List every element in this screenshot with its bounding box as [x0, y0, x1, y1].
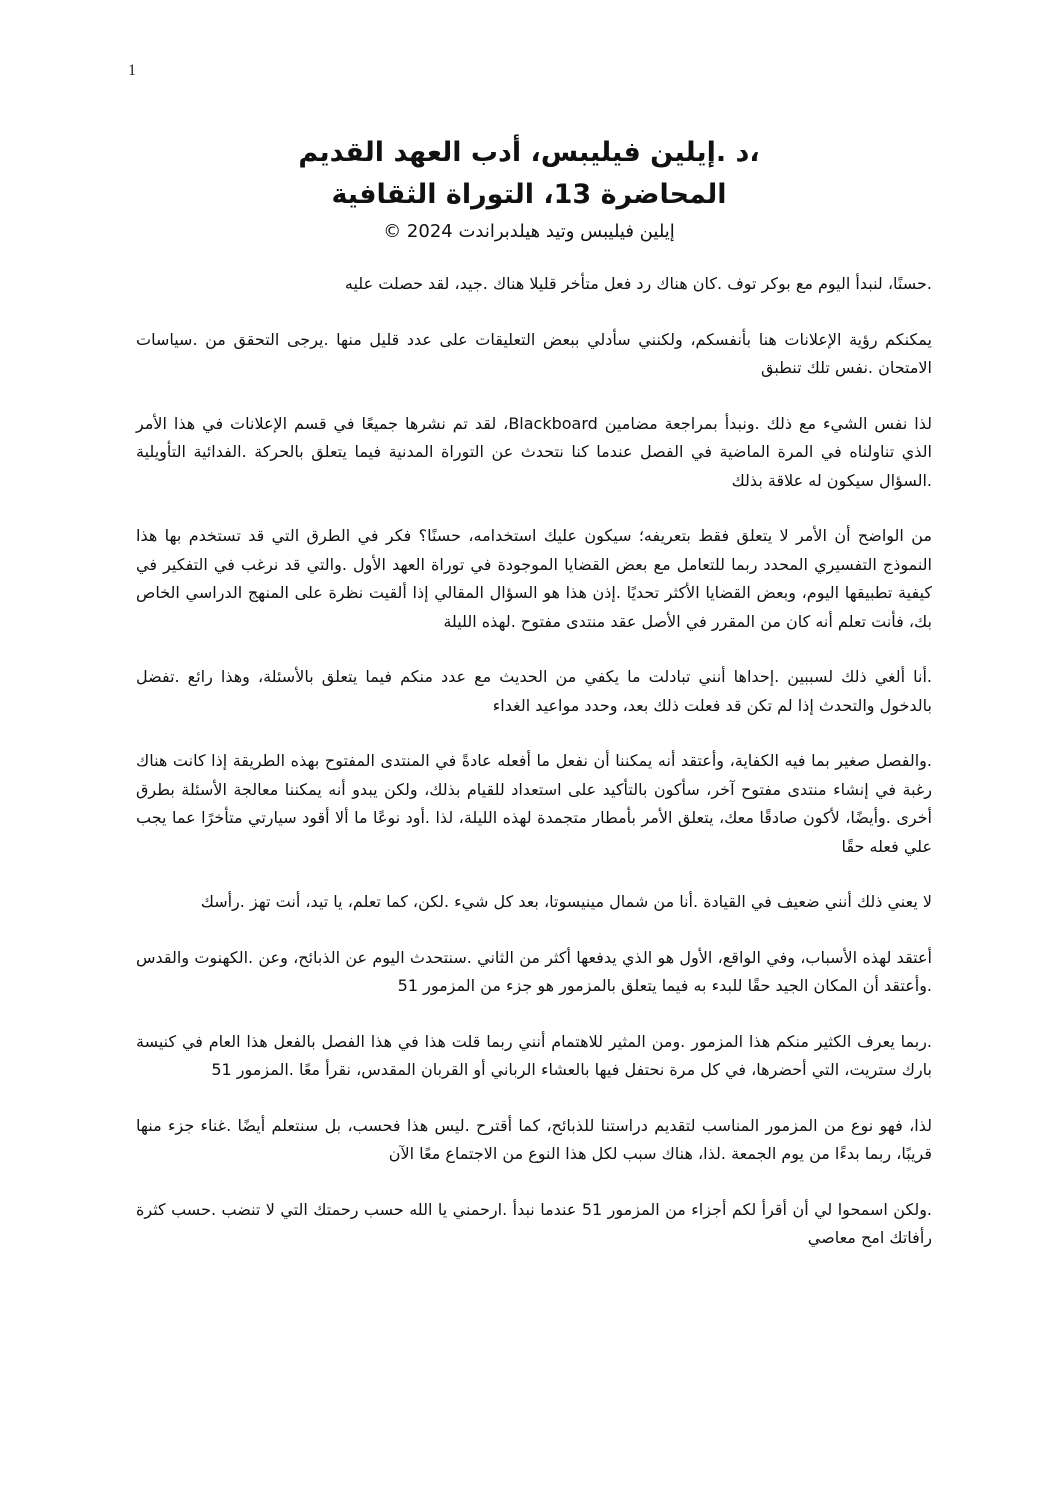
- document-title-line-1: ،د .إيلين فيليبس، أدب العهد القديم: [298, 137, 760, 168]
- paragraph-5: .أنا ألغي ذلك لسببين .إحداها أنني تبادلت ما يكفي من الحديث مع عدد منكم فيما يتعلق بالأسئلة، وهذا رائع .تفضل بالدخول والتحدث إذا لم تكن قد فعلت ذلك بعد، وحدد مواعيد الغداء: [136, 667, 932, 715]
- transcript-body: [136, 270, 932, 1280]
- document-header: [136, 132, 922, 246]
- paragraph-1: .حسنًا، لنبدأ اليوم مع بوكر توف .كان هناك رد فعل متأخر قليلا هناك .جيد، لقد حصلت عليه: [344, 274, 932, 293]
- document-title-line-2: المحاضرة 13، التوراة الثقافية: [331, 179, 727, 210]
- paragraph-10: لذا، فهو نوع من المزمور المناسب لتقديم دراستنا للذبائح، كما أقترح .ليس هذا فحسب، بل سنتعلم أيضًا .غناء جزء منها قريبًا، ربما بدءًا من يوم الجمعة .لذا، هناك سبب لكل هذا النوع من الاجتماع معًا الآن: [136, 1115, 932, 1163]
- paragraph-7: لا يعني ذلك أنني ضعيف في القيادة .أنا من شمال مينيسوتا، بعد كل شيء .لكن، كما تعلم، يا تيد، أنت تهز .رأسك: [200, 892, 932, 911]
- paragraph-6: .والفصل صغير بما فيه الكفاية، وأعتقد أنه يمكننا أن نفعل ما أفعله عادةً في المنتدى المفتوح بهذه الطريقة إذا كانت هناك رغبة في إنشاء منتدى مفتوح آخر، سأكون بالتأكيد على استعداد للقيام بذلك، ولكن يبدو أنه يمكننا معالجة الأسئلة بطرق أخرى .وأيضًا، لأكون صادقًا معك، يتعلق الأمر بأمطار متجمدة لهذه الليلة، لذا .أود نوعًا ما ألا أقود سيارتي متأخرًا عما يجب علي فعله حقًا: [136, 751, 932, 856]
- paragraph-9: .ربما يعرف الكثير منكم هذا المزمور .ومن المثير للاهتمام أنني ربما قلت هذا في هذا الفصل بالفعل هذا العام في كنيسة بارك ستريت، التي أحضرها، في كل مرة نحتفل فيها بالعشاء الرباني أو القربان المقدس، نقرأ معًا .المزمور 51: [136, 1031, 932, 1079]
- paragraph-4: من الواضح أن الأمر لا يتعلق فقط بتعريفه؛ سيكون عليك استخدامه، حسنًا؟ فكر في الطرق التي قد تستخدم بها هذا النموذج التفسيري المحدد ربما للتعامل مع بعض القضايا الموجودة في توراة العهد الأول .والتي قد نرغب في التفكير في كيفية تطبيقها اليوم، وبعض القضايا الأكثر تحديًا .إذن هذا هو السؤال المقالي إذا ألقيت نظرة على المنهج الدراسي الخاص بك، فأنت تعلم أنه كان من المقرر في الأصل عقد منتدى مفتوح .لهذه الليلة: [136, 526, 932, 631]
- paragraph-2: يمكنكم رؤية الإعلانات هنا بأنفسكم، ولكنني سأدلي ببعض التعليقات على عدد قليل منها .يرجى التحقق من .سياسات الامتحان .نفس تلك تنطبق: [136, 329, 932, 377]
- paragraph-8: أعتقد لهذه الأسباب، وفي الواقع، الأول هو الذي يدفعها أكثر من الثاني .سنتحدث اليوم عن الذبائح، وعن .الكهنوت والقدس .وأعتقد أن المكان الجيد حقًا للبدء به فيما يتعلق بالمزمور هو جزء من المزمور 51: [136, 947, 932, 995]
- page-number: 1: [128, 62, 136, 79]
- copyright-notice: إيلين فيليبس وتيد هيلدبراندت 2024 ©: [383, 221, 675, 242]
- paragraph-3: لذا نفس الشيء مع ذلك .ونبدأ بمراجعة مضامين Blackboard، لقد تم نشرها جميعًا في قسم الإعلانات في هذا الأمر الذي تناولناه في المرة الماضية في الفصل عندما كنا نتحدث عن التوراة المدنية فيما يتعلق بالحركة .الفدائية التأويلية .السؤال سيكون له علاقة بذلك: [136, 413, 933, 490]
- paragraph-11: .ولكن اسمحوا لي أن أقرأ لكم أجزاء من المزمور 51 عندما نبدأ .ارحمني يا الله حسب رحمتك التي لا تنضب .حسب كثرة رأفاتك امح معاصي: [136, 1199, 933, 1247]
